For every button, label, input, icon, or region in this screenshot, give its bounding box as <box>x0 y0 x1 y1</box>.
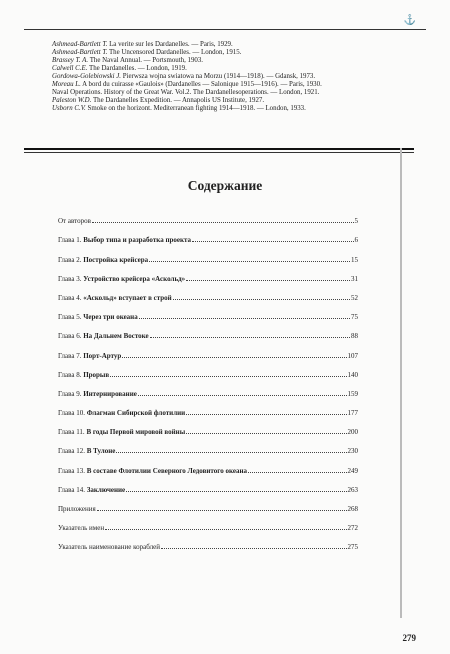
toc-entry-label <box>58 371 109 379</box>
reference-author: Ashmead-Bartlett T. <box>52 41 108 48</box>
reference-author: Ashmead-Bartlett T. <box>52 49 108 56</box>
reference-author: Moreau L. <box>52 81 81 88</box>
toc-entry-page: 107 <box>347 351 358 360</box>
toc-entry <box>58 206 358 225</box>
toc-entry <box>58 398 358 417</box>
toc-entry-page: 230 <box>347 447 358 456</box>
toc-leader-dots <box>126 491 346 492</box>
toc-entry <box>58 264 358 283</box>
toc-entry <box>58 436 358 455</box>
margin-bar <box>400 148 402 618</box>
reference-text: The Dardanelles. — London, 1919. <box>87 65 187 72</box>
references-list <box>52 41 422 113</box>
toc-leader-dots <box>150 337 350 338</box>
reference-text: Smoke on the horizont. Mediterranean fighting 1914—1918. — London, 1933. <box>85 105 306 112</box>
toc-entry-title: Выбор типа и разработка проекта <box>83 236 192 245</box>
toc-leader-dots <box>192 241 353 242</box>
section-divider-thin <box>24 152 414 153</box>
toc-leader-dots <box>173 299 350 300</box>
toc-entry-label <box>58 294 172 302</box>
toc-leader-dots <box>138 395 347 396</box>
toc-leader-dots <box>139 318 350 319</box>
top-rule <box>24 29 426 30</box>
toc-leader-dots <box>186 414 346 415</box>
toc-entry-title: На Дальнем Востоке <box>83 332 149 341</box>
toc-entry-page: 159 <box>347 389 358 398</box>
toc-entry-prefix: Глава 11. <box>58 428 87 437</box>
reference-item <box>52 81 422 89</box>
toc-leader-dots <box>149 261 350 262</box>
reference-author: Calwell C.E. <box>52 65 88 72</box>
toc-entry-prefix: Глава 14. <box>58 485 87 494</box>
toc-leader-dots <box>186 433 346 434</box>
toc-entry-page: 5 <box>354 217 358 226</box>
toc-entry-prefix: От авторов <box>58 217 91 226</box>
toc-entry-prefix: Глава 3. <box>58 274 84 283</box>
reference-text: Naval Operations. History of the Great War. Vol.2. The Dardanellesoperations. — London, 1921. <box>52 89 320 96</box>
toc-entry-label <box>58 217 91 225</box>
toc-leader-dots <box>116 452 346 453</box>
toc-entry-prefix: Глава 12. <box>58 447 87 456</box>
reference-author: Usborn C.V. <box>52 105 86 112</box>
toc-leader-dots <box>97 510 347 511</box>
toc-entry-label <box>58 409 185 417</box>
reference-item <box>52 105 422 113</box>
reference-author: Paleston W.D. <box>52 97 92 104</box>
toc-entry-prefix: Глава 8. <box>58 370 84 379</box>
toc-leader-dots <box>105 529 346 530</box>
toc-entry-label <box>58 524 104 532</box>
toc-entry-page: 88 <box>351 332 358 341</box>
toc-entry <box>58 475 358 494</box>
toc-entry-title: Устройство крейсера «Аскольд» <box>83 274 186 283</box>
toc-entry <box>58 360 358 379</box>
toc-entry-title: В годы Первой мировой войны <box>86 428 186 437</box>
reference-text: The Dardanelles Expedition. — Annapolis US Institute, 1927. <box>91 97 265 104</box>
toc-leader-dots <box>110 376 346 377</box>
toc-entry <box>58 225 358 244</box>
toc-entry-page: 140 <box>347 370 358 379</box>
toc-entry <box>58 321 358 340</box>
reference-item <box>52 89 422 97</box>
toc-entry-label <box>58 332 149 340</box>
reference-author: Brassey T. A. <box>52 57 89 64</box>
toc-entry-title: Прорыв <box>83 370 110 379</box>
toc-entry-label <box>58 505 96 513</box>
toc-entry-prefix: Приложения <box>58 505 96 513</box>
toc-entry-page: 75 <box>351 313 358 322</box>
toc-entry-label <box>58 352 121 360</box>
toc-entry-title: Заключение <box>86 485 126 494</box>
reference-text: A bord du cuirasse «Gaulois» (Dardanelles — Salonique 1915—1916). — Paris, 1930. <box>80 81 322 88</box>
toc-entry-label <box>58 313 138 321</box>
toc-entry-prefix: Глава 13. <box>58 466 87 475</box>
toc-entry-page: 268 <box>347 505 358 513</box>
toc-entry <box>58 244 358 263</box>
toc-title: Содержание <box>187 178 263 193</box>
toc-entry-label <box>58 428 185 436</box>
toc-entry-prefix: Глава 6. <box>58 332 84 341</box>
reference-item <box>52 65 422 73</box>
toc-entry <box>58 532 358 551</box>
toc-entry-prefix: Глава 9. <box>58 389 84 398</box>
toc-entry-title: В составе Флотилии Северного Ледовитого океана <box>86 466 247 475</box>
reference-item <box>52 57 422 65</box>
toc-entry <box>58 417 358 436</box>
toc-entry-page: 31 <box>351 274 358 283</box>
toc-entry-prefix: Глава 2. <box>58 255 84 264</box>
toc-entry-page: 275 <box>347 543 358 552</box>
toc-entry-label <box>58 390 137 398</box>
toc-entry-page: 6 <box>354 236 358 245</box>
toc-entry <box>58 513 358 532</box>
toc-entry-title: Флагман Сибирской флотилии <box>86 409 186 418</box>
toc-entry-page: 200 <box>347 428 358 437</box>
toc-entry-prefix: Глава 4. <box>58 293 84 302</box>
toc-entry-prefix: Глава 5. <box>58 313 84 322</box>
reference-text: The Naval Annual. — Portsmouth, 1903. <box>88 57 204 64</box>
toc-entry-label <box>58 543 160 551</box>
toc-entry-title: Через три океана <box>83 313 138 322</box>
toc-entry-prefix: Указатель имен <box>58 524 105 533</box>
reference-text: La verite sur les Dardanelles. — Paris, 1929. <box>107 41 233 48</box>
toc-entry-label <box>58 467 247 475</box>
reference-item <box>52 49 422 57</box>
toc-leader-dots <box>161 548 347 549</box>
toc-leader-dots <box>186 280 350 281</box>
toc-leader-dots <box>248 472 347 473</box>
toc-entry-title: Интернирование <box>83 389 137 398</box>
toc-entry-page: 52 <box>351 293 358 302</box>
toc-entry <box>58 379 358 398</box>
toc-entry-page: 177 <box>347 409 358 418</box>
reference-text: Pierwsza wojna swiatowa na Morzu (1914—1918). — Gdansk, 1973. <box>121 73 316 80</box>
toc-entry-page: 272 <box>347 524 358 533</box>
toc-entry-label <box>58 256 148 264</box>
toc-entry <box>58 455 358 474</box>
reference-author: Gordowa-Golebiowski J. <box>52 73 122 80</box>
toc-entry-title: «Аскольд» вступает в строй <box>83 293 172 302</box>
toc-entry-label <box>58 486 125 494</box>
anchor-icon: ⚓ <box>403 15 416 26</box>
toc-entry-title: В Тулоне <box>86 447 116 456</box>
toc-entry-label <box>58 447 115 455</box>
toc-entry <box>58 283 358 302</box>
toc-leader-dots <box>122 357 346 358</box>
toc-entry-label <box>58 236 191 244</box>
toc-entry-title: Постройка крейсера <box>83 255 149 264</box>
reference-item <box>52 97 422 105</box>
page-number: 279 <box>402 633 416 643</box>
toc-entry-page: 15 <box>351 255 358 264</box>
toc-entry-title: Порт-Артур <box>83 351 122 360</box>
toc-leader-dots <box>92 222 354 223</box>
toc-entry-prefix: Глава 1. <box>58 236 84 245</box>
table-of-contents <box>58 206 358 551</box>
toc-entry-page: 249 <box>347 466 358 475</box>
toc-entry-page: 263 <box>347 485 358 494</box>
toc-entry-prefix: Глава 10. <box>58 409 87 418</box>
toc-entry <box>58 340 358 359</box>
toc-entry <box>58 302 358 321</box>
toc-entry <box>58 494 358 513</box>
section-divider <box>24 148 414 150</box>
reference-item <box>52 41 422 49</box>
toc-entry-label <box>58 275 185 283</box>
toc-entry-prefix: Глава 7. <box>58 351 84 360</box>
toc-entry-prefix: Указатель наименование кораблей <box>58 543 160 552</box>
reference-text: The Uncensored Dardanelles. — London, 1915. <box>107 49 242 56</box>
reference-item <box>52 73 422 81</box>
